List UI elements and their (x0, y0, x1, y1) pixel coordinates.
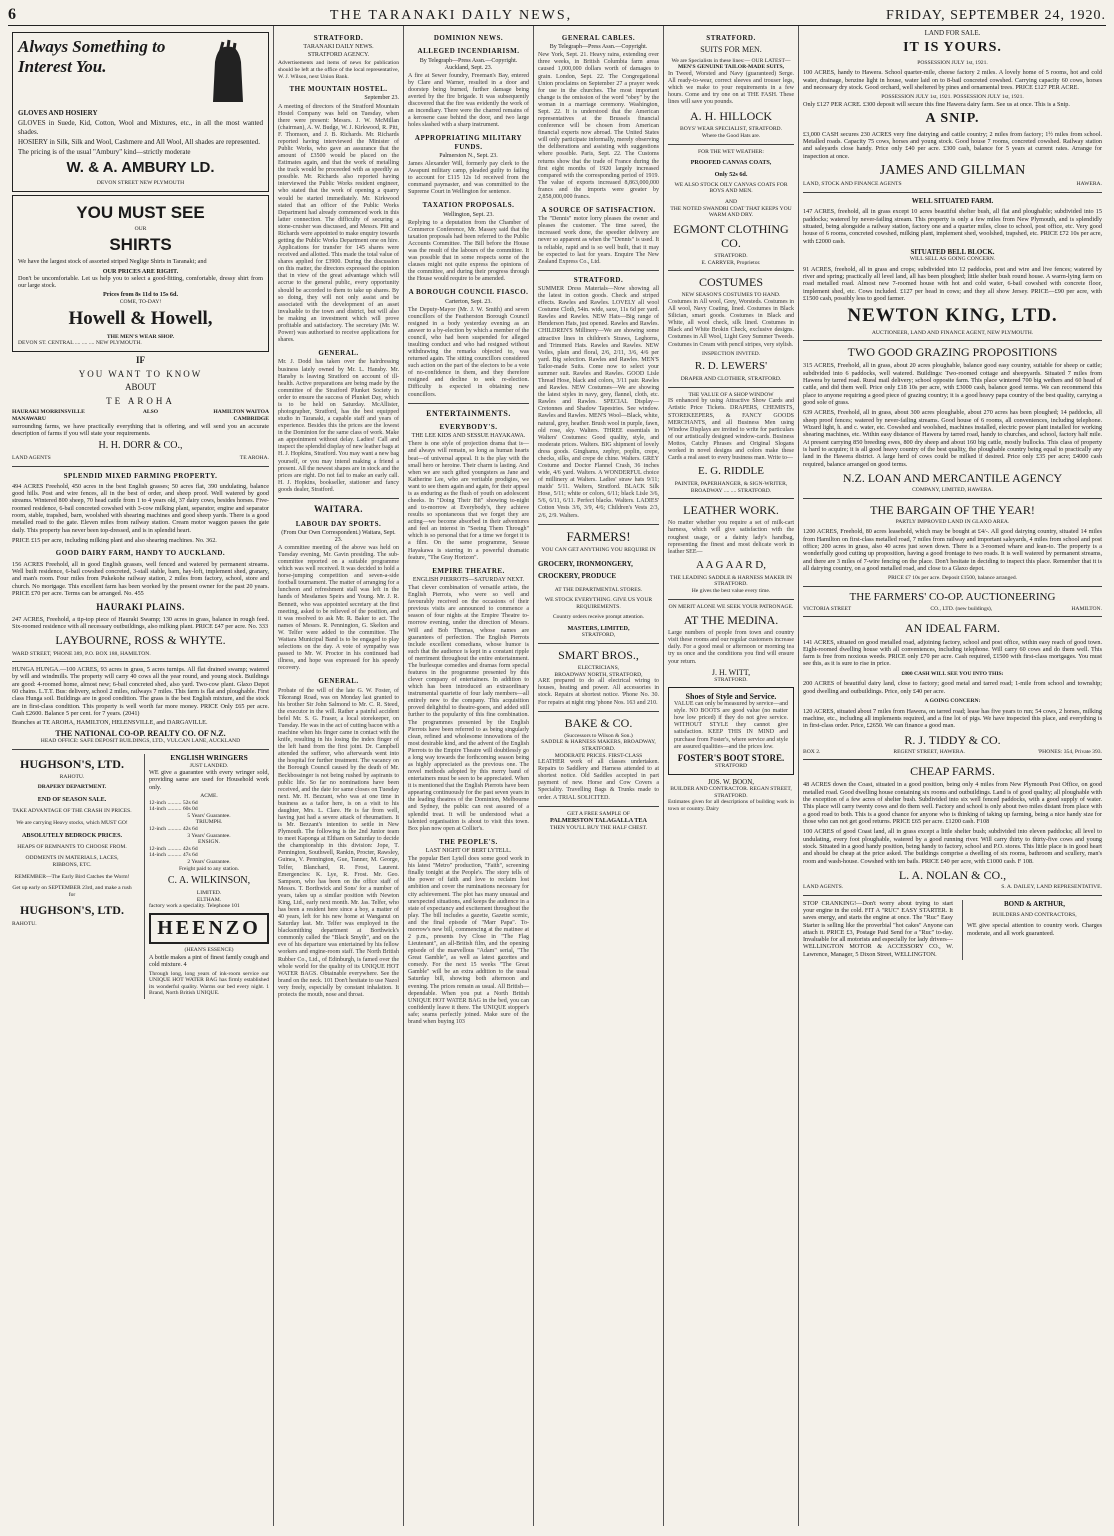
wilkinson-firm: C. A. WILKINSON, (167, 875, 251, 887)
wringers-ensign-row: 14-inch .......... 47s 6d (149, 852, 198, 859)
masthead (8, 6, 1106, 26)
gillman-town: HAWERA. (1076, 181, 1102, 188)
hughson-dept: DRAPERY DEPARTMENT. (37, 784, 107, 791)
hughson-town-2: RAHOTU. (12, 920, 37, 927)
ideal-cash: £800 CASH WILL SEE YOU INTO THIS: (901, 670, 1004, 677)
heenzo-text-2: Through long, long years of ink-room service our UNIQUE HOT WATER BAG has firmly established its wonderful quality. Warms our bed every night. 1 Brand, North British UNIQUE. (149, 970, 269, 997)
general-heading: GENERAL. (318, 349, 359, 358)
suits-text-1: We are Specialists in these lines:— OUR LATEST— (671, 57, 791, 64)
heenzo-text: A bottle makes a pint of finest family cough and cold mixture. 4 (149, 953, 269, 969)
yours-possession-2: POSSESSION JULY 1st, 1921. POSSESSION JULY 1st, 1921. (881, 94, 1024, 101)
farmers-coop-mid: CO., LTD. (new buildings), (930, 605, 993, 612)
egmont-town: STRATFORD. (714, 253, 748, 260)
yours-price: Only £127 PER ACRE. £300 deposit will secure this fine Hawera dairy farm. See us at once. This is a Snip. (803, 100, 1070, 108)
window-heading: THE VALUE OF A SHOP WINDOW (688, 391, 774, 398)
waitara-heading: WAITARA. (313, 503, 364, 514)
labour-heading: LABOUR DAY SPORTS. (295, 519, 382, 528)
howell-text-4: Prices from 8s 11d to 15s 6d. (103, 291, 178, 299)
cheap-lot-1: 48 ACRES down the Coast, situated in a good position, being only 4 miles from New Plymouth Post Office, on good metalled road. Good dwelling house containing six rooms and outbuildings. Land is of good quality; all ploughable with the exception of a few acres of shelter bush. Subdivided into six well fenced paddocks, with a good supply of water. This place will carry twenty cows and do them well. Factory and school is only about two miles distant from place with a good road to both. This is a good chance for anyone who is thinking of taking up farming, being a nice handy size for those who can not get good returns. PRICE £65 per acre. £1200 cash. F108 (803, 781, 1102, 825)
witt-firm: J. H. WITT, (711, 667, 751, 677)
howell-text-2: OUR PRICES ARE RIGHT. (102, 267, 179, 275)
dorr-text: surrounding farms, we have practically everything that is offering, and will send you an accurate description of farms if you will state your requirements. (12, 422, 269, 437)
borough-sub: Carterton, Sept. 23. (445, 298, 492, 305)
leather-text: No matter whether you require a set of milk-cart harness, which will give satisfaction with the roughest usage, or a dainty lady's handbag, representing the finest and most delicate work in leather SEE— (668, 520, 794, 555)
laybourne-heading-1: SPLENDID MIXED FARMING PROPERTY. (63, 471, 218, 480)
wet-text-5: THE NOTED SWANDRI COAT THAT KEEPS YOU WARM AND DRY. (670, 205, 792, 219)
tiddy-firm: R. J. TIDDY & CO. (904, 732, 1001, 747)
everybodys-heading: EVERYBODY'S. (439, 423, 498, 432)
wringers-freight: Freight paid to any station. (178, 865, 240, 872)
heenzo-sub: (HEAN'S ESSENCE) (184, 947, 234, 954)
dorr-heading-2: YOU WANT TO KNOW (78, 368, 203, 379)
ideal-lot-2: 200 ACRES of beautiful dairy land, close to factory; good metal and tarred road; 1-mile from school and township; good dwelling and outbuildings. Price, only £40 per acre. (803, 680, 1102, 695)
medina-heading: AT THE MEDINA. (683, 613, 779, 628)
bond-sub: BUILDERS AND CONTRACTORS, (992, 911, 1077, 918)
nzloan-sub: COMPANY, LIMITED, HAWERA. (912, 486, 993, 493)
military-sub: Palmerston N., Sept. 23. (439, 152, 498, 159)
farmers-coop-right: HAMILTON. (1071, 605, 1102, 612)
wilkinson-town: ELTHAM. (196, 896, 222, 903)
laybourne-heading-2: GOOD DAIRY FARM, HANDY TO AUCKLAND. (55, 549, 226, 558)
farmers-list: GROCERY, IRONMONGERY, CROCKERY, PRODUCE (538, 559, 633, 581)
general-2-text: Probate of the will of the late G. W. Foster, of Tikorangi Road, was on Monday last granted to his brother Sir John Salmond to Mr. C. R. Steed, the executor in the will. Rather a painful accident befel Mr. S. G. Fraser, a local storekeeper, on Tuesday. He was in the act of cutting bacon with a machine when his finger came in contact with the knife, resulting in his losing the index finger of the left hand from the first joint. Dr. Campbell attended the sufferer, who afterwards went into the hospital for further treatment. The vacancy on the Borough Council caused by the death of Mr. Beckbossinger is not being rushed by aspirants to public life. So far no nominations have been received, and the date for same closes on Tuesday next. Mr. H. Bezzant, who was at one time in business as a tailor here, is on a visit to his daughter, Mrs. L. Clare. He is far from well, having just had a severe attack of rheumatism. It is Mr. Bezzant's intention to settle in New Plymouth. The following is the 2nd Junior team to meet Kaponga at Eltham on Saturday to decide the championship in this division: Jope, T. Pennington, Southwell, Rankin, Procter, Rawsley, Guinea, V. Pennington, Gue, Tanner, M. George, Telfer, Blanchard, R. Frost, Laurent. Emergencies: K. Lye, R. Frost. Mr. Geo. Sampson, who has been on the office staff of Messrs. T. Borthwick and Sons' for a number of years, takes up a similar position with Newton King, Ltd., early next month. Mr. Jas. Telfer, who has been a resident here since a boy, a matter of 40 years, left for his new home at Wanganui on Saturday last. Mr. Telfer was employed in the blacksmithing department at Borthwick's commonly called the "Black Smyth", and on the eve of his departure was entertained by his fellow workers and engine-room staff. The North British Rubber Co., Ltd., of Edinburgh, is famed over the whole world for the quality of its UNIQUE HOT WATER BAGS. Obtainable everywhere. See the brand on the neck. 101 Don't hesitate to use Nazol very freely, especially by constant inhalation. It protects the mouth, nose and throat. (278, 687, 399, 998)
ambury-text-2: HOSIERY in Silk, Silk and Wool, Cashmere and All Wool, All shades are represented. (18, 137, 260, 146)
cables-text: New York, Sept. 21. Heavy rains, extending over three weeks, in British Columbia farm areas caused 1,000,000 dollars worth of damages to grain. London, Sept. 22. The Congregational Union proclaims on September 27 a prayer week for use in the churches. The most important change is the omission of the word "obey" by the woman in a marriage ceremony. Washington, Sept. 22. It is understood that the American representatives at the Brussels financial conference will be chosen from American financial experts now abroad. The United States will only participate informally, merely observing the deliberations and assisting with suggestions where possible. Paris, Sept. 22. The Customs returns show that the trade of France during the first eight months of 1920 largely increased compared with the corresponding period of 1919. The value of exports increased 8,863,000,000 francs and the imports were greater by 2,858,000,000 francs. (538, 52, 659, 200)
dorr-heading-4: TE AROHA (106, 395, 175, 406)
masters-firm: MASTERS, LIMITED, (567, 625, 630, 633)
realty-firm: THE NATIONAL CO-OP. REALTY CO. OF N.Z. (55, 728, 226, 738)
pierrots-text: That clever combination of versatile artists, the English Pierrots, who were so well and favourably received on the occasions of their previous visits are announced to commence a season of four nights at the Empire Theatre to-morrow evening, under the direction of Messrs. Will and Bob Thomas, whose names are guarantees of perfection. The English Pierrots include excellent comedians, whose humor is such that the audience is kept in a constant ripple of merriment throughout the entire entertainment. The burlesque comedies and dramas form special features in the programme presented by this clever company of entertainers. In addition to which has been introduced an extraordinary instrumental quartette of four lady members—all entirely new to the company. This acquisition proved delightful to theatre-goers, and added still further to the popularity of this fine combination. The programmes presented by the English Pierrots have been referred to as being singularly clean, refined and wholesome innovations of the most desirable kind, and the advent of the English Pierrots to the Empire Theatre will doubtlessly go a long way towards the forthcoming season being as highly appreciated as the previous one. The novel methods adopted by this merry band of entertainers must be seen to be appreciated. When it is mentioned that the English Pierrots have been appearing continuously for the past seven years in the leading theatres of the Dominion, Melbourne and Sydney, the public can rest assured of a splendid treat. It will be understood what a talented organisation is about to visit this town. Box plan now open at Collier's. (408, 585, 529, 832)
masters-town: STRATFORD, (581, 632, 616, 639)
situated-heading: WELL SITUATED FARM. (911, 197, 994, 206)
dominion-heading: DOMINION NEWS. (433, 34, 504, 42)
wringers-sub: JUST LANDED. (189, 762, 229, 769)
howell-heading-2: OUR (134, 225, 147, 232)
cheap-heading: CHEAP FARMS. (910, 764, 995, 779)
wringers-text: WE give a guarantee with every wringer sold, providing same are used for Household work only. (149, 769, 269, 791)
tiddy-box: BOX 2. (803, 748, 821, 755)
realty-advert (12, 666, 269, 745)
laybourne-firm: LAYBOURNE, ROSS & WHYTE. (55, 633, 226, 648)
stratford-sub-1: TARANAKI DAILY NEWS. (303, 44, 374, 51)
nolan-firm: L. A. NOLAN & CO., (898, 867, 1007, 882)
page-number: 6 (8, 6, 16, 23)
everybodys-sub: THE LEE KIDS AND SESSUE HAYAKAWA. (411, 433, 526, 440)
farmers-text-2: AT THE DEPARTMENTAL STORES. (554, 586, 643, 593)
bond-advert (962, 900, 1102, 961)
howell-text-3: Don't be uncomfortable. Let us help you to select a good-fitting, comfortable, dressy shirt from our large stock. (18, 274, 263, 290)
bottom-adverts-col1 (12, 754, 269, 999)
stratford-2-heading: STRATFORD. (573, 275, 624, 284)
wringers-ensign: ENSIGN. (198, 839, 220, 846)
wringers-heading: ENGLISH WRINGERS (170, 752, 248, 762)
cables-heading: GENERAL CABLES. (561, 34, 636, 42)
general-2-heading: GENERAL. (318, 677, 359, 686)
stratford-heading: STRATFORD. (313, 34, 364, 42)
empire-heading: EMPIRE THEATRE. (432, 566, 505, 575)
wringers-acme-guarantee: 5 Years' Guarantee. (187, 812, 231, 819)
snip-lot: £3,000 CASH secures 230 ACRES very fine dairying and cattle country; 2 miles from factory; 1½ miles from school. Metalled roads. Capacity 75 cows, horses and young stock. Good house 7 rooms, concreted cowshed. Railway station and saleyards close handy. Price only £40 per acre. £300 cash, balance for 5 years at current rates. Arrange for inspection at once. (803, 130, 1102, 160)
bake-text: LEATHER work of all classes undertaken. Repairs to Saddlery and Harness attended to at shortest notice. Old Saddles accepted in part payment of new. Horse and Cow Covers a Speciality. Travelling Bags & Trunks made to order. A TRIAL SOLICITED. (538, 759, 659, 801)
labour-sub: (From Our Own Correspondent.) Waitara, Sept. 23. (281, 529, 396, 543)
wringers-acme: ACME. (200, 793, 218, 800)
laybourne-advert (12, 472, 269, 658)
tiddy-address: REGENT STREET, HAWERA. (893, 748, 966, 755)
entertainments-heading: ENTERTAINMENTS. (426, 408, 511, 418)
nolan-left: LAND AGENTS. (803, 884, 844, 891)
riddle-address: BROADWAY .... .... STRATFORD. (690, 487, 772, 494)
dorr-heading-3: ABOUT (125, 382, 156, 393)
hillock-sub-2: Where the Good Hats are. (701, 133, 761, 140)
boon-firm: JOS. W. BOON, (707, 777, 755, 786)
hughson-firm-2: HUGHSON'S, LTD. (20, 903, 124, 918)
arson-text: A fire at Sewer foundry, Freeman's Bay, entered by Clare and Warner, resulted in a door and doorstep being burned, further damage being averted by the fire brigade. It was subsequently discovered that the fire was evidently the work of an incendiary. There were the charred remains of a kerosene case behind the door, and two large holes slashed with a sharp instrument. (408, 72, 529, 129)
hughson-firm: HUGHSON'S, LTD. (20, 756, 124, 771)
hughson-text-2: We are carrying Heavy stocks, which MUST GO! (16, 819, 128, 826)
grazing-lot-1: 315 ACRES, Freehold, all in grass, about 20 acres ploughable, balance good easy country, suitable for sheep or cattle; subdivided into 6 paddocks, well watered. Buildings: Two-roomed cottage and sheepyards. Situated 7 miles from Hawera by tarred road. Rural mail delivery; school opposite farm. This place wintered 700 big wethers and 60 head of cattle, and did them well. Price only £18 10s per acre, with £3000 cash, balance good terms. We can recommend this place to anyone requiring a good piece of grazing country; it is a good heavy papa country of the best quality, carrying a good sole of grass. (803, 362, 1102, 407)
bond-text: WE give special attention to country work. Charges moderate, and all work guaranteed. (967, 922, 1102, 937)
shoes-text: VALUE can only be measured by service—and style. NO BOOTS are good value (no matter how low priced) if they do not give service. WITHOUT STYLE they cannot give satisfaction. KEEP THIS IN MIND and purchase from Foster's, where service and style are assured qualities—and the prices low. (674, 701, 788, 750)
starter-text: STOP CRANKING!—Don't worry about trying to start your engine in the cold. FIT A "RUC" EASY STARTER. It saves energy, and starts the engine at once. The "Ruc" Easy Starter is selling like the proverbial "hot cakes" Anyone can attach it. PRICE £3, Postage Paid Send for a "Ruc" to-day. Invaluable for all motorists and especially for lady drivers—WELLINGTON MOTOR & ACCESSORY CO., W. Lawrence, Manager, 5 Dixon Street, WELLINGTON. (803, 899, 953, 958)
bake-sub: (Successors to Wilson & Son.) (564, 732, 633, 739)
wet-text-3: WE ALSO STOCK OILY CANVAS COATS FOR BOYS AND MEN. (674, 181, 788, 195)
bargain-lot: 1200 ACRES, Freehold, 80 acres leasehold, which may be bought at £4/-. All good dairying country, situated 14 miles from Hamilton on first-class metalled road, 7 miles from railway and important saleyards, 4 miles from school and post office; 200 acres in grass, also 40 acres just sown down. There is a 3-roomed whare and lean-to. The property is a wonderfully good cutting up proposition, having a good frontage to two roads. It is well watered by permanent streams, and there are 3 miles of 7-wire fencing on the place. Don't hesitate in deciding to inspect this place. Remember that it is all dairying country, on a good metalled road, and close to a Glaxo depot. (803, 528, 1102, 572)
wringers-acme-row: 14-inch .......... 60s 0d (149, 806, 198, 813)
stratford-2-text: SUMMER Dress Materials—Now showing all the latest in cotton goods. Check and striped effects. Rawles and Rawles. LOVELY all wool Costume Cloth, 54in. wide, saxe, 11s 6d per yard. Rawles and Rawles. NEW Hats—Big range of Henderson Hats, just opened. Rawles and Rawles. CHILDREN'S Millinery—We are showing some attractive lines in children's Straws, Leghorns, and Trimmed Hats. Rawles and Rawles. NEW Voiles, plain and floral, 2/6, 2/11, 3/6, 4/6 per yard. Big selection. Rawles and Rawles. MEN'S Tailor-made Suits. Come now to select your summer suit. Rawles and Rawles. GOOD Lisle Thread Hose, black and colors, 3/11 pair. Rawles and Rawles. NEW Costumes—We are showing the latest styles in navy, grey, flannel, cloth, etc. Rawles and Rawles. SPECIAL Display—Cretonnes and Shadow Tapestries. See window. Rawles and Rawles. MEN'S Wool—Black, white, natural, grey, heather. Brush wool in purple, fawn, old rose, sky. Walters. THREE essentials in Walters' Costumes: Good quality, style, and moderate prices. Walters. BIG shipment of lovely dress goods. Ginghams, zephyr, poplin, crepe, checks, silks, and crepe de chine. Walters. GREY Costume and Doctor Flannel Crash, 36 inches wide, 4/6 yard. Walters. A WONDERFUL choice of millinery at Walters. Ladies' straw hats 9/11; maids' 5/11. Walters, Stratford. BLACK Silk Hose, 5/11; white or colors, 6/11; black Lisle 3/6, 5/6, 6/11, 6/11. Perfect blacks. Walters. LADIES' Cotton Vests 3/6, 3/9, 4/6; Children's Vests 2/3, 2/6, 2/9. Walters. (538, 286, 659, 519)
farmers-heading: FARMERS! (566, 528, 631, 544)
ambury-heading: Always Something to Interest You. (18, 37, 166, 77)
realty-office: HEAD OFFICE: SAFE DEPOSIT BUILDINGS, LTD., VULCAN LANE, AUCKLAND (40, 738, 241, 745)
bottom-adverts-col6 (803, 900, 1102, 961)
peoples-text: The popular Bert Lytell does some good work in his latest "Metro" production, "Faith", screening finally tonight at the People's. The story tells of the power of faith and love to reclaim lost ambition and cover the ruminations necessary for city achievement. The plot has many unusual and unexpected situations, and keeps the audience in a state of expectancy and excitement throughout the play. The bill includes a gazette, Gazette scenic, and the final episode of "Marr Papa". To-morrow's new bill, commencing at the matinee at 2 p.m., presents Ivy Close in "The Flag Lieutenant", an all-British film, and the opening episode of the marvellous "Adam" serial, "The Great Gamble", as well as latest gazettes and comedy. For the next 15 weeks "The Great Gamble" will be an extra addition to the usual Saturday bill, showing both afternoon and evening. The prices remain as usual. All British—dependable. When you put a North British UNIQUE HOT WATER BAG in the bed, you can confidently leave it there. The UNIQUE stopper's safe; seams perfectly joined. Make sure of the brand when buying 103 (408, 856, 529, 1025)
farmers-coop-firm: THE FARMERS' CO-OP. AUCTIONEERING (849, 590, 1056, 603)
agency-text: Advertisements and items of news for publication should be left at the office of the local representative, W. J. Wilson, next Union Bank. (278, 60, 399, 80)
peoples-sub: LAST NIGHT OF BERT LYTELL. (425, 848, 512, 855)
bake-sub-3: MODERATE PRICES. FIRST-CLASS (554, 752, 643, 759)
column-3 (404, 26, 534, 1526)
egmont-firm: EGMONT CLOTHING CO. (673, 221, 789, 250)
stratford-3-heading: STRATFORD. (706, 34, 756, 42)
smart-sub: ELECTRICIANS, (577, 665, 620, 672)
gillman-firm: JAMES AND GILLMAN (879, 162, 1026, 178)
ambury-sub: GLOVES AND HOSIERY (18, 109, 98, 117)
cables-sub: By Telegraph—Press Assn.—Copyright. (549, 44, 648, 51)
laybourne-lot-1: 494 ACRES Freehold, 450 acres in the best English grasses; 50 acres flat, 390 undulating, balance good hills. Post and wire fences, all in the best of order, and sheep proof. Well watered by good streams. Wintered 800 sheep, 70 head cattle from 1 to 4 years old, 37 dairy cows, besides horses. Five-roomed residence, 6-bail concreted cowshed with 3-cow milking plant, separator, engine and separator room, stable, trapshed, barn, woolshed with shearing machines and good sheep yards. There is a good metalled road to the gate. Eleven miles from railway station. Cream motor waggon passes the gate daily. This property has never been top-dressed, and is in splendid heart. (12, 482, 269, 534)
wet-text-2: Only 52s 6d. (714, 170, 748, 178)
tea-text-1: GET A FREE SAMPLE OF (567, 810, 630, 817)
boon-sub: BUILDER AND CONTRACTOR. REGAN STREET, STRATFORD. (670, 786, 792, 799)
leather-heading: LEATHER WORK. (683, 503, 779, 518)
bargain-sub: PARTLY IMPROVED LAND IN GLAXO AREA. (895, 518, 1010, 525)
dorr-also: ALSO (142, 409, 159, 416)
medina-text-1: ON MERIT ALONE WE SEEK YOUR PATRONAGE. (668, 603, 794, 610)
grazing-lot-2: 639 ACRES, Freehold, all in grass, about 300 acres ploughable, about 270 acres has been ploughed; 14 paddocks, all sheep proof fences; watered by never-failing streams. Good house of 6 rooms, all conveniences, including telephone. Wizard light, h. and c. water, etc. Cowshed and woolshed, machines installed, electric power plant installed for working shearing machines, etc. Within easy distance of Hawera by tarred road, handy to churches, and school, factory half mile. At present carrying 850 breeding ewes, 800 dry sheep and about 160 big cattle, mostly bullocks. This class of property is hard to acquire; it is all good heavy country of the best quality, the ploughable country being equal to practically any land in the Hawera district. A large herd of cows could be milked if desired. Price only £35 per acre; £4000 cash required, balance arranged on good terms. (803, 409, 1102, 468)
situated-lot: 147 ACRES, freehold, all in grass except 10 acres beautiful shelter bush, all flat and ploughable; subdivided into 15 paddocks; watered by never-failing stream. This property is only a few miles from New Plymouth, and is splendidly situated, being alongside a railway station, factory one and a quarter miles, close to school, post office, etc. Very good house of 6 rooms, concreted cowshed, milking plant, implement shed, woolshed, trapshed, etc. PRICE £72 10s per acre, with £2000 cash. (803, 208, 1102, 245)
hillock-firm: A. H. HILLOCK (690, 109, 772, 124)
shoes-heading: Shoes of Style and Service. (685, 691, 777, 701)
satisfaction-text: The "Dennis" motor lorry pleases the owner and pleases the customer. The time saved, the increased work done, the speedier delivery are never so apparent as when the "Dennis" is used. It is reliable, rapid and is so well built, that it may be expected to last for years. Enquire The New Zealand Express Co., Ltd. (538, 216, 659, 265)
costumes-invite: INSPECTION INVITED. (701, 350, 761, 357)
dorr-advert (12, 355, 269, 462)
realty-lot: HUNGA HUNGA.—100 ACRES, 93 acres in grass, 5 acres turnips. All flat drained swamp; watered by will and windmills. The property will carry 40 cows all the year round, and young stock. Buildings are good: 4-roomed home, almost new; 6-bail concreted shed, also yard. Two-cow plant. Glaxo Depot 60 chains. L.T.T. Bus: delivery, school 2 miles, railways 7 miles. This farm is flat and ploughable. First class Hunga soil. Buildings are in good condition. The grass is the best English mixture, and the stock are in first-class condition. This property is well worth far more money. PRICE Only £65 per acre. Cash £2600. Balance 5 per cent. for 7 years. (2041) (12, 666, 269, 718)
howell-advert (12, 195, 269, 352)
nolan-right: S. A. DAILEY, LAND REPRESENTATIVE. (1001, 884, 1102, 891)
arson-sub: By Telegraph—Press Assn.—Copyright. Auckland, Sept. 23. (419, 57, 518, 71)
riddle-firm: E. G. RIDDLE (698, 465, 764, 478)
wringers-triumph: TRIUMPH. (195, 819, 223, 826)
laybourne-lot-3: 247 ACRES, Freehold, a tip-top piece of Hauraki Swamp; 130 acres in grass, balance in rough feed. Six-roomed residence with all necessary outbuildings, also milking plant. PRICE £47 per acre. No. 333 (12, 615, 269, 631)
general-text: Mr. J. Dodd has taken over the hairdressing business lately owned by Mr. L. Hansby. Mr. Hansby is leaving Stratford on account of ill-health. Active preparations are being made by the committee of the Stratford Plunket Society in order to ensure the success of Plunket Day, which is to be held on Saturday. McAllister, photographer, Stratford, has the best equipped studio in Taranaki, a capable staff and years of experience. Besides this the prices are the lowest in the Dominion for the same class of work. Make an appointment without delay. Ladies! Call and inspect the splendid display of new leather bags at H. J. Hopkins, Stratford. You may want a new bag yourself, or you may intend making a friend a present. All the newest shapes are in stock and the prices are right. Do not fail to make an early call. H. J. Hopkins, bookseller, stationer and fancy goods dealer, Stratford. (278, 359, 399, 493)
howell-heading-1: YOU MUST SEE (76, 202, 205, 222)
bake-firm: BAKE & CO. (564, 715, 633, 730)
foster-firm: FOSTER'S BOOT STORE. (677, 752, 785, 763)
gloved-hands-icon (193, 37, 263, 107)
borough-heading: A BOROUGH COUNCIL FIASCO. (408, 288, 529, 297)
shoes-advert (668, 687, 794, 775)
tax-text: Replying to a deputation from the Chamber of Commerce Conference, Mr. Massey said that the taxation proposals had been referred to the Public Accounts Committee. The Bill before the House was the result of the labours of the committee. It was possible that in some respects some of the clauses might not quite express the opinions of the committee, and during their progress through the House would require to be amended. (408, 219, 529, 283)
bargain-heading: THE BARGAIN OF THE YEAR! (870, 502, 1035, 517)
gillman-sub: LAND, STOCK AND FINANCE AGENTS (803, 181, 902, 188)
smart-text: ARE prepared to do all electrical wiring to houses, heating and power. All accessories in stock. Repairs at shortest notice. 'Phone No. 30. For repairs at night ring 'phone Nos. 163 and 210. (538, 678, 659, 706)
nzloan-firm: N.Z. LOAN AND MERCANTILE AGENCY (842, 470, 1063, 485)
satisfaction-heading: A SOURCE OF SATISFACTION. (541, 205, 656, 214)
tiddy-phone: 'PHONES: 354, Private 393. (1038, 748, 1102, 755)
column-4 (534, 26, 664, 1526)
window-text: IS enhanced by using Attractive Show Cards and Artistic Price Tickets. DRAPERS, CHEMISTS, STOREKEEPERS, & FANCY GOODS MERCHANTS, and all Business Men using Window Displays are invited to write for particulars of our artistically designed window-cards. Business Mottos, Catchy Phrases and Original Slogans worked in novel designs and colors make these Cards a real asset to every business man. Write to— (668, 398, 794, 461)
howell-heading-3: SHIRTS (109, 235, 172, 255)
bargain-price: PRICE £7 10s per acre. Deposit £1500, balance arranged. (887, 575, 1018, 582)
block-sub: WILL SELL AS GOING CONCERN. (909, 256, 996, 263)
farmers-coop-left: VICTORIA STREET (803, 605, 852, 612)
yours-heading: IT IS YOURS. (903, 40, 1002, 56)
dorr-firm: H. H. DORR & CO., (98, 440, 183, 452)
hughson-town: RAHOTU. (59, 773, 85, 780)
bond-firm: BOND & ARTHUR, (1003, 899, 1065, 908)
snip-heading: A SNIP. (925, 111, 980, 127)
howell-firm: Howell & Howell, (68, 308, 213, 330)
bake-sub-2: SADDLE & HARNESS MAKERS, BROADWAY, STRATFORD. (541, 739, 656, 752)
ambury-address: DEVON STREET NEW PLYMOUTH (96, 179, 185, 186)
hughson-text-4: HEAPS OF REMNANTS TO CHOOSE FROM. (17, 843, 127, 850)
wilkinson-ltd: LIMITED. (196, 889, 222, 896)
tea-text-3: THEN YOU'LL BUY THE HALF CHEST. (549, 824, 648, 831)
hostel-date: September 23. (364, 95, 399, 102)
laybourne-lot-2: 156 ACRES Freehold, all in good English grasses, well fenced and watered by permanent streams. Well built residence, 6-bail cowshed concreted, 3-stall stable, barn, hay-loft, implement shed, granary, and man's room. Four miles from Pukekohe railway station, 2 miles from factory, school, store and church. No mortgage. This excellent farm has been worked by the present owner for the past 20 years. PRICE £70 per acre. Terms can be arranged. No. 455 (12, 560, 269, 597)
dorr-agents: LAND AGENTS (12, 455, 51, 462)
boon-text: Estimates given for all descriptions of building work in town or country. Dairy (668, 799, 794, 812)
costumes-text: Costumes in All wool, Grey, Worsteds. Costumes in All wool, Navy Coating, lined. Costumes in Black Silician, smart goods. Costumes in Black and White, all wool check, silk lined. Costumes in Black and White Brokin Check, exclusive designs. Costumes in All Wool, Light Grey Summer Tweeds. Costumes in Cream with pencil stripes, very stylish. (668, 299, 794, 348)
costumes-heading: COSTUMES (698, 275, 763, 290)
wringers-acme-row: 12-inch .......... 52s 6d (149, 799, 198, 806)
wringers-triumph-row: 12-inch .......... 42s 6d (149, 826, 198, 833)
block-lot: 91 ACRES, freehold, all in grass and crops; subdivided into 12 paddocks, post and wire and live fences; watered by river and spring; practically all level land, all has been ploughed; little shelter bush round house. A warm-lying farm on road metalled road. Almost new 7-roomed house with hot and cold water, 6-bail cowshed with concrete floor, implement shed, etc. Cows included. £127 per head in cows; and they all show Jersey. PRICE—£90 per acre, with £1500 cash, possibly less to good farmer. (803, 265, 1102, 302)
hillock-sub: BOYS' WEAR SPECIALIST, STRATFORD. (680, 126, 782, 133)
hughson-text-7: Get up early on SEPTEMBER 23rd, and make a rush for (12, 885, 132, 898)
wringers-triumph-guarantee: 3 Years' Guarantee. (187, 832, 231, 839)
wet-text-1: PROOFED CANVAS COATS, (690, 159, 772, 167)
hughson-sale: END OF SEASON SALE. (37, 796, 107, 804)
ambury-text-1: GLOVES in Suede, Kid, Cotton, Wool and Mixtures, etc., in all the most wanted shades. (18, 119, 263, 136)
howell-address: DEVON ST. CENTRAL .... .... .... NEW PLYMOUTH. (18, 340, 142, 347)
ambury-firm: W. & A. AMBURY LD. (66, 159, 215, 177)
wringers-ensign-row: 12-inch .......... 42s 6d (149, 845, 198, 852)
pierrots-heading: ENGLISH PIERROTS—SATURDAY NEXT. (412, 576, 525, 583)
laybourne-address: WARD STREET, 'PHONE 389, P.O. BOX 188, HAMILTON. (12, 650, 151, 657)
grazing-heading: TWO GOOD GRAZING PROPOSITIONS (847, 345, 1058, 360)
medina-text-2: Large numbers of people from town and country visit these rooms and our regular customers increase daily. For a good meal or afternoon or morning tea try us once and the conditions you find will ensure your return. (668, 630, 794, 665)
ambury-text-3: The pricing is of the usual "Ambury" kind—strictly moderate (18, 148, 191, 156)
aagaard-sub: THE LEADING SADDLE & HARNESS MAKER IN STRATFORD. (669, 574, 793, 588)
farmers-text-1: YOU CAN GET ANYTHING YOU REQUIRE IN (541, 546, 656, 553)
lewers-sub: DRAPER AND CLOTHIER, STRATFORD. (680, 376, 782, 383)
aagaard-text: He gives the best value every time. (691, 587, 771, 594)
hughson-text-5: ODDMENTS IN MATERIALS, LACES, RIBBONS, ETC. (25, 855, 119, 869)
column-5 (664, 26, 799, 1526)
witt-town: STRATFORD. (714, 677, 748, 684)
land-heading: LAND FOR SALE. (924, 29, 981, 37)
column-1 (8, 26, 274, 1526)
smart-address: BROADWAY NORTH, STRATFORD, (554, 671, 643, 678)
wet-heading: FOR THE WET WEATHER: (698, 148, 764, 155)
howell-text-5: COME, TO-DAY! (119, 298, 162, 305)
hostel-heading: THE MOUNTAIN HOSTEL. (289, 85, 388, 94)
wet-text-4: AND (724, 199, 738, 206)
hughson-text-1: TAKE ADVANTAGE OF THE CRASH IN PRICES. (12, 808, 132, 815)
columns (8, 26, 1106, 1526)
military-text: James Alexander Will, formerly pay clerk to the Awapuni military camp, pleaded guilty to failing to account for £115 12s 1d received from the command paymaster, and was committed to the Supreme Court in Wellington for sentence. (408, 160, 529, 196)
newspaper-title: THE TARANAKI DAILY NEWS, (329, 8, 573, 23)
howell-sub: THE MEN'S WEAR SHOP. (106, 333, 175, 340)
hughson-advert (12, 754, 132, 999)
costumes-sub: NEW SEASON'S COSTUMES TO HAND. (681, 292, 781, 299)
riddle-sub: PAINTER, PAPERHANGER, & SIGN-WRITER, (674, 481, 788, 488)
egmont-prop: E. CARRYER, Proprietor. (701, 259, 761, 266)
block-heading: SITUATED BELL BLOCK. (910, 247, 995, 256)
ideal-heading: AN IDEAL FARM. (905, 621, 1000, 636)
foster-town: STRATFORD (714, 763, 748, 770)
borough-text: The Deputy-Mayor (Mr. J. W. Smith) and seven councillors of the Featherston Borough Council resigned in a body yesterday evening as an answer to a by-election by which a member of the council, who had been suspended for alleged insulting conduct and who had resigned without withdrawing the remarks objected to, was returned again. The sitting councillors considered such action on the part of the electors to be a vote of no-confidence in them, and they therefore resigned and decline to seek re-election. Difficulty is expected in obtaining new councillors. (408, 306, 529, 398)
heenzo-brand: HEENZO (149, 913, 269, 945)
everybodys-text: There is one style of projection drama that is—and always will remain, so long as human hearts beat—of universal appeal. It is the play with the small hero or heroine. Their charm is lasting. And when we are such gifted youngsters as Jane and Katherine Lee, who are veritable prodigies, we want to see them again and again, for their appeal is as enduring as the flush of youth on adolescent cheeks. In "Doing Their Bit" showing to-night and to-morrow at Everybody's, they achieve results so spontaneous that we forget they are acting—we become absorbed in their adventures and feel an interest in "Seeing Them Through" which is so personal that for a time we forget it is a film. On the same programme, Sessue Hayakawa is starring in a powerful dramatic feature, "The Gray Horizon". (408, 441, 529, 561)
ideal-lot: 141 ACRES, situated on good metalled road, adjoining factory, school and post office, within easy reach of good town. Eight-roomed dwelling house with all conveniences, including telephone. Will carry 60 cows and do them well. This farm is free from noxious weeds. PRICE only £70 per acre. Cash required, £1500 with first-class mortgages. You must see this, as it is sure to rise in price. (803, 638, 1102, 668)
newton-firm: NEWTON KING, LTD. (847, 305, 1058, 327)
wringers-ensign-guarantee: 2 Years' Guarantee. (187, 859, 231, 865)
labour-text: A committee meeting of the above was held on Tuesday evening, Mr. Gavin presiding. The sub-committee reported on a suitable programme which was well received. It was decided to hold a horse-jumping competition and seven-a-side football tournament. The matter of arranging for a luncheon and refreshment stall was left in the hands of Mesdames Speirs and Young. Mr. J. R. Bennett, who was appointed secretary at the first meeting, asked to be relieved of the position, and it was resolved to ask Mr. R. Baker to act. The names of Messrs. R. Pennington, G. Skelton and W. Telfer were added to the committee. The Waitara Municipal Band is to be engaged to play selections on the day. A vote of sympathy was passed to Mr. W. Proctor in his continued bad illness, and hope was expressed for his speedy recovery. (278, 544, 399, 672)
farmers-text-3: WE STOCK EVERYTHING. GIVE US YOUR REQUIREMENTS. (544, 597, 653, 610)
military-heading: APPROPRIATING MILITARY FUNDS. (414, 134, 523, 151)
issue-date: FRIDAY, SEPTEMBER 24, 1920. (886, 8, 1106, 23)
laybourne-heading-3: HAURAKI PLAINS. (96, 602, 185, 613)
cheap-lot-2: 100 ACRES of good Coast land, all in grass except a little shelter bush; subdivided into eleven paddocks; all level to undulating, every foot ploughable, watered by a good running river. Will carry thirty to thirty-five cows and young stock. Situated in a good handy position, being handy to factory, school and P.O. stores. This little place is in good heart and should be cheap at the price asked. The buildings comprise a dwelling of six rooms, bathroom and scullery, man's room and wash-house. Cowshed with ten bails. PRICE £40 per acre, with £1000 cash. F 108. (803, 828, 1102, 865)
stratford-sub-2: STRATFORD AGENCY. (307, 52, 370, 59)
dorr-places-left: HAURAKI MORRINSVILLE MANAWARU (12, 409, 85, 422)
hughson-text-3: ABSOLUTELY BEDROCK PRICES. (21, 831, 123, 839)
tea-text-2: PALMERSTON TALAGALLA TEA (549, 817, 648, 825)
aagaard-firm: A A G A A R D, (695, 558, 766, 571)
ideal-lot-3: 120 ACRES, situated about 7 miles from Hawera, on tarred road; lease has five years to run; 54 cows, 2 horses, milking machine, etc., including all implements required, and a fine lot of pigs. We have inspected this place, and everything is in first-class order. Price, £2650. We can finance a good man. (803, 707, 1102, 730)
wringers-advert (144, 754, 269, 999)
suits-heading: SUITS FOR MEN. (700, 45, 762, 55)
wilkinson-text: factory work a speciality. Telephone 101 (149, 903, 240, 910)
dorr-places-right: HAMILTON WAITOA CAMBRIDGE (213, 409, 269, 422)
dorr-town: TE AROHA. (239, 455, 269, 462)
lewers-firm: R. D. LEWERS' (694, 360, 768, 373)
ambury-advert (12, 32, 269, 192)
column-2 (274, 26, 404, 1526)
suits-text-3: In Tweed, Worsted and Navy (guaranteed) Serge. All ready-to-wear, correct sleeves and trouser legs, which we make to your requirements in a few hours. Come and try one on at THE FASH. These lines will save you pounds. (668, 70, 794, 106)
farmers-text-4: Country orders receive prompt attention. (552, 614, 645, 621)
yours-possession: POSSESSION JULY 1st, 1921. (917, 59, 988, 66)
hostel-text: A meeting of directors of the Stratford Mountain Hostel Company was held on Tuesday, when there were present: Messrs. J. W. McMillan (chairman), A. W. Budge, W. J. Kirkwood, R. Pitt, F. Thomson, and J. B. Richards. Mr. Richards reported having interviewed the Minister of Public Works, who gave an assurance that the amount of £3500 would be placed on the Estimates again, and that the work of metalling the track would be proceeded with as speedily as possible. Mr. Richards also reported having interviewed the Public Works resident engineer, who stated that the work of opening a quarry would be started immediately. Mr. Kirkwood stated that an officer of the Public Works Department had already commenced work in this latter connection. The difficulty of securing a stone-crusher was discussed, and Messrs. Pitt and Richards were appointed to make enquiry towards getting the Public Works Department one on hire. Applications for transfer for 145 shares were received and allotted. This made the total value of shares applied for £3900. During the discussion on this matter, the directors expressed the opinion that in view of the great advantage which will accrue to the general public, every opportunity should be accorded to them to take up shares. By so doing, they will not only assist and be associated with the development of an asset invaluable to the town and district, but will also be making an investment which will prove profitable and satisfactory. The secretary (Mr. W. Power) was authorised to receive applications for shares. (278, 103, 399, 344)
realty-branches: Branches at TE AROHA, HAMILTON, HELENSVILLE, and DARGAVILLE. (12, 719, 208, 727)
suits-text-2: MEN'S GENUINE TAILOR-MADE SUITS, (677, 64, 785, 71)
newton-sub: AUCTIONEER, LAND AND FINANCE AGENT, NEW PLYMOUTH. (871, 329, 1034, 336)
peoples-heading: THE PEOPLE'S. (439, 837, 498, 846)
dorr-heading-1: IF (136, 354, 145, 365)
howell-text-1: We have the largest stock of assorted striped Neglige Shirts in Taranaki; and (18, 258, 207, 266)
laybourne-price-1: PRICE £15 per acre, including milking plant and also shearing machines. No. 362. (12, 537, 217, 545)
column-6 (799, 26, 1106, 1526)
tax-heading: TAXATION PROPOSALS. (422, 201, 515, 210)
arson-heading: ALLEGED INCENDIARISM. (417, 47, 520, 56)
tax-sub: Wellington, Sept. 23. (443, 211, 494, 218)
ideal-concern: A GOING CONCERN: (924, 697, 981, 704)
hughson-text-6: REMEMBER—The Early Bird Catches the Worm! (14, 873, 130, 880)
yours-lot: 100 ACRES, handy to Hawera. School quarter-mile, cheese factory 2 miles. A lovely home of 5 rooms, hot and cold water, drainage, benzine light in house, water laid on to 8-bail concreted cowshed. Carrying capacity 60 cows, horses and necessary dry stock. Good orchard, well sheltered by pines and ornamental trees. PRICE £127 PER ACRE. (803, 69, 1102, 91)
smart-firm: SMART BROS., (558, 647, 639, 662)
